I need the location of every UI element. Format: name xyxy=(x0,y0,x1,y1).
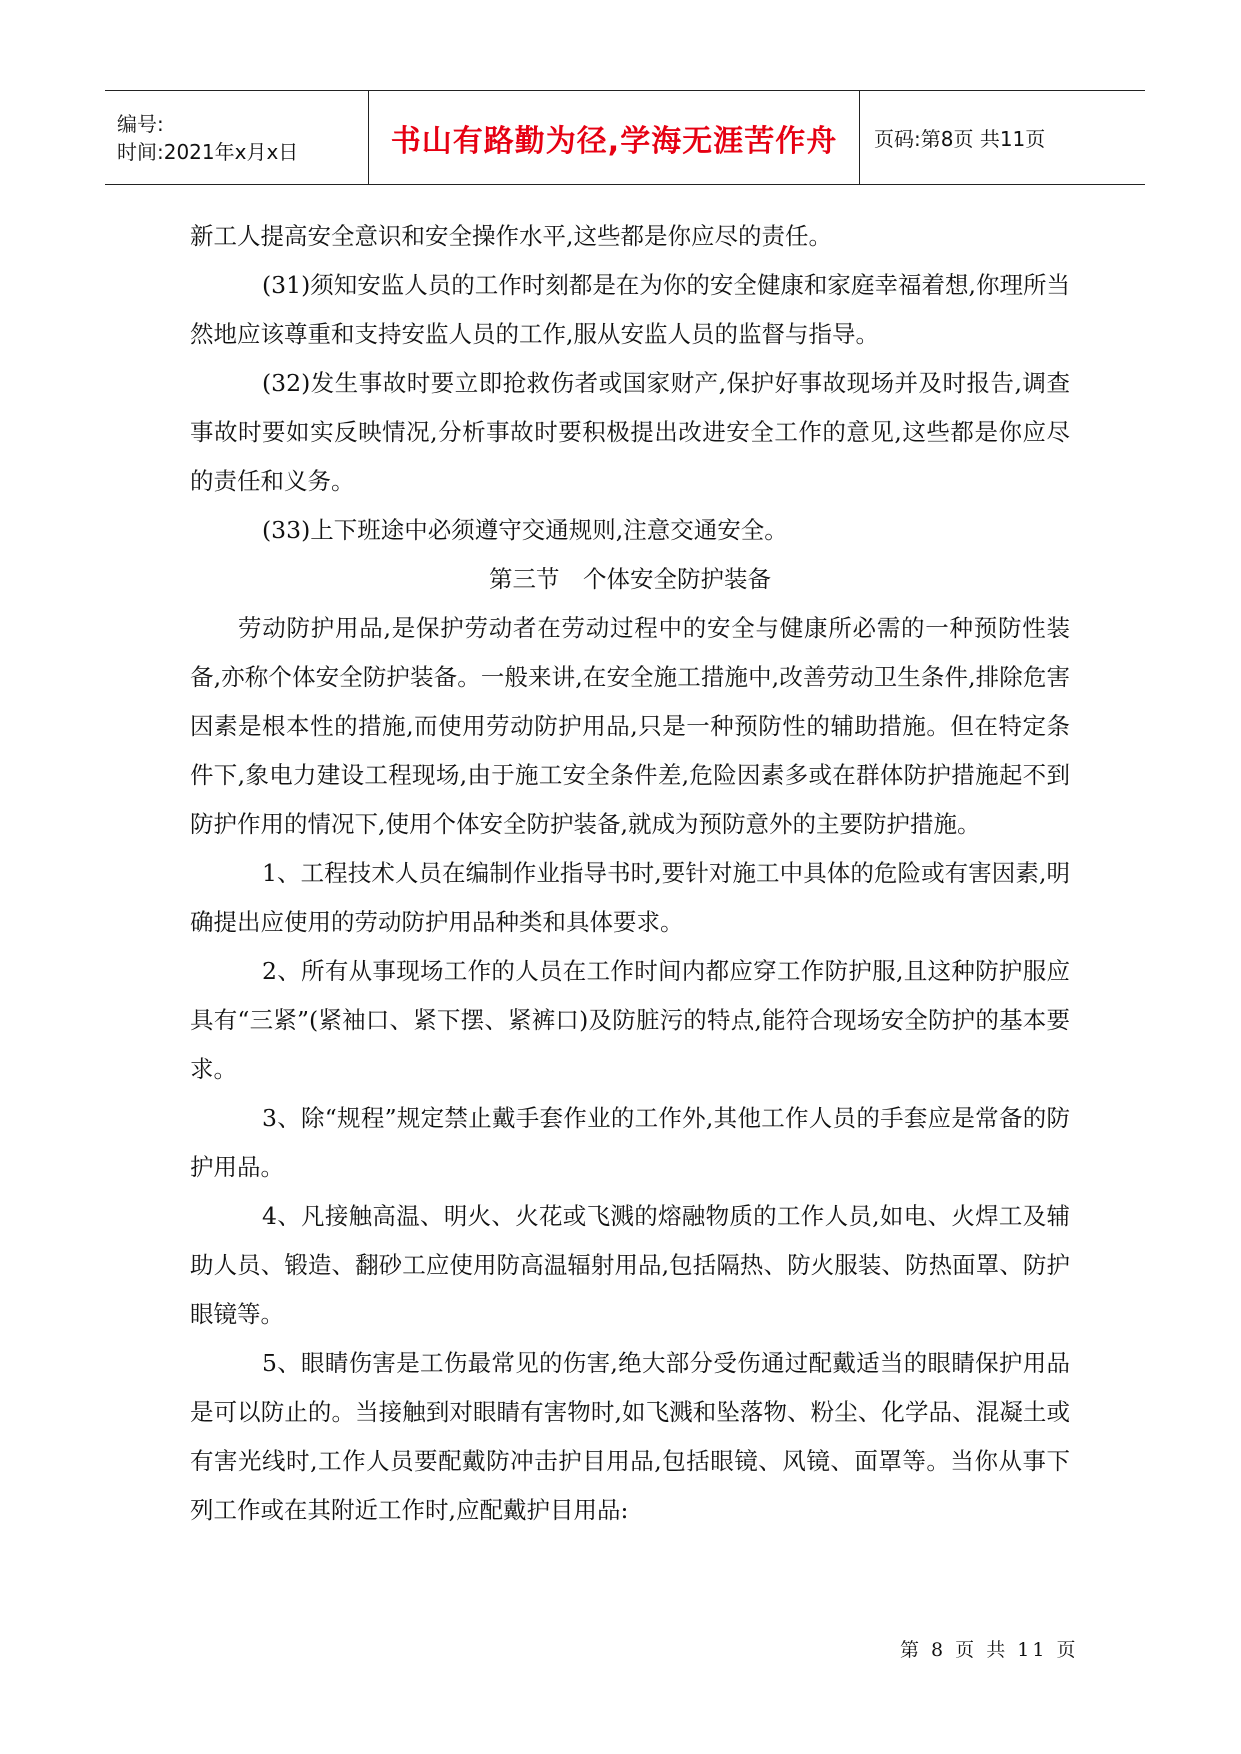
paragraph: 新工人提高安全意识和安全操作水平,这些都是你应尽的责任。 xyxy=(190,222,832,250)
paragraph: (31)须知安监人员的工作时刻都是在为你的安全健康和家庭幸福着想,你理所当然地应该尊重和支持安监人员的工作,服从安监人员的监督与指导。 xyxy=(190,271,1070,348)
section-heading: 第三节 个体安全防护装备 xyxy=(489,565,771,593)
document-number-label: 编号: xyxy=(117,111,164,136)
list-item: 4、凡接触高温、明火、火花或飞溅的熔融物质的工作人员,如电、火焊工及辅助人员、锻造、翻砂工应使用防高温辐射用品,包括隔热、防火服装、防热面罩、防护眼镜等。 xyxy=(190,1202,1070,1328)
page-header xyxy=(105,90,1145,185)
list-item: 5、眼睛伤害是工伤最常见的伤害,绝大部分受伤通过配戴适当的眼睛保护用品是可以防止的。当接触到对眼睛有害物时,如飞溅和坠落物、粉尘、化学品、混凝土或有害光线时,工作人员要配戴防冲击护目用品,包括眼镜、风镜、面罩等。当你从事下列工作或在其附近工作时,应配戴护目用品: xyxy=(190,1349,1070,1524)
header-motto: 书山有路勤为径,学海无涯苦作舟 xyxy=(369,91,860,184)
paragraph: 劳动防护用品,是保护劳动者在劳动过程中的安全与健康所必需的一种预防性装备,亦称个体安全防护装备。一般来讲,在安全施工措施中,改善劳动卫生条件,排除危害因素是根本性的措施,而使用劳动防护用品,只是一种预防性的辅助措施。但在特定条件下,象电力建设工程现场,由于施工安全条件差,危险因素多或在群体防护措施起不到防护作用的情况下,使用个体安全防护装备,就成为预防意外的主要防护措施。 xyxy=(190,614,1070,838)
list-item: 1、工程技术人员在编制作业指导书时,要针对施工中具体的危险或有害因素,明确提出应使用的劳动防护用品种类和具体要求。 xyxy=(190,859,1070,936)
page-footer: 第 8 页 共 11 页 xyxy=(900,1639,1079,1661)
paragraph: (32)发生事故时要立即抢救伤者或国家财产,保护好事故现场并及时报告,调查事故时要如实反映情况,分析事故时要积极提出改进安全工作的意见,这些都是你应尽的责任和义务。 xyxy=(190,369,1070,495)
list-item: 3、除“规程”规定禁止戴手套作业的工作外,其他工作人员的手套应是常备的防护用品。 xyxy=(190,1104,1070,1181)
document-time-label: 时间:2021年x月x日 xyxy=(117,139,299,164)
document-body xyxy=(190,212,1070,1535)
header-meta xyxy=(105,91,369,184)
list-item: 2、所有从事现场工作的人员在工作时间内都应穿工作防护服,且这种防护服应具有“三紧”(紧袖口、紧下摆、紧裤口)及防脏污的特点,能符合现场安全防护的基本要求。 xyxy=(190,957,1070,1083)
paragraph: (33)上下班途中必须遵守交通规则,注意交通安全。 xyxy=(262,516,788,544)
header-page-label: 页码:第8页 共11页 xyxy=(874,127,1046,151)
